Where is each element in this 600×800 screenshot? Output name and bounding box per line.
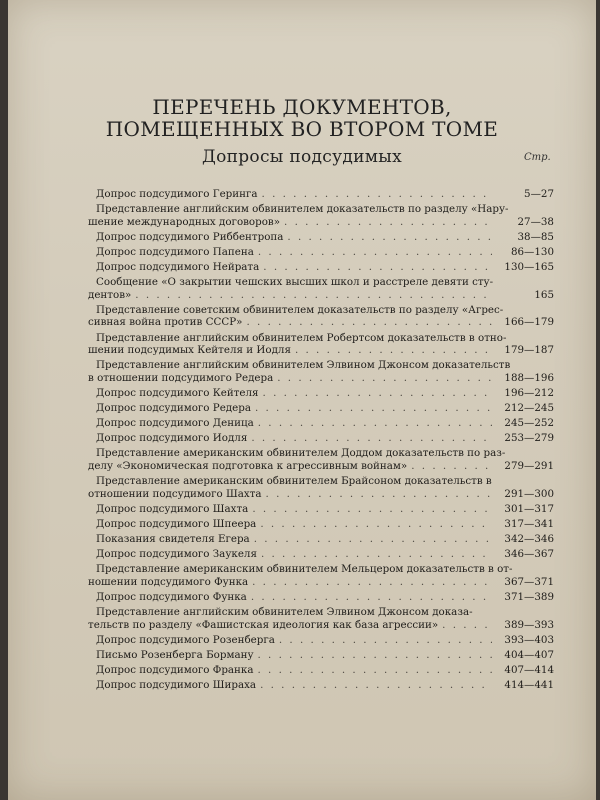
toc-entry (88, 304, 554, 332)
toc-page-range: 404—407 (504, 648, 554, 661)
toc-entry-line: Сообщение «О закрытии чешских высших школ и расстреле девяти сту- (96, 276, 494, 289)
dot-leader (260, 679, 492, 692)
toc-entry-line: Допрос подсудимого Папена (96, 245, 254, 258)
toc-page-range: 27—38 (517, 215, 554, 228)
toc-entry-line: Представление английским обвинителем Элвином Джонсом доказа- (96, 606, 473, 619)
dot-leader (261, 548, 492, 561)
toc-entry (88, 332, 554, 360)
toc-page-range: 165 (534, 288, 554, 301)
page-column-header: Стр. (524, 152, 551, 163)
dot-leader (277, 372, 492, 385)
toc-entry (88, 417, 554, 432)
toc-entry-line: делу «Экономическая подготовка к агрессивным войнам» (88, 459, 408, 472)
toc-entry (88, 246, 554, 261)
dot-leader (246, 316, 492, 329)
toc-entry-line: Допрос подсудимого Риббентропа (96, 230, 284, 243)
dot-leader (254, 533, 492, 546)
dot-leader (258, 664, 493, 677)
toc-entry-line: Допрос подсудимого Розенберга (96, 633, 275, 646)
toc-page-range: 166—179 (504, 316, 554, 329)
toc-entry-line: Допрос подсудимого Кейтеля (96, 386, 259, 399)
dot-leader (262, 188, 492, 201)
toc-page-range: 301—317 (504, 502, 554, 515)
toc-entry-line: Допрос подсудимого Редера (96, 401, 251, 414)
toc-entry-line: Допрос подсудимого Иодля (96, 432, 248, 445)
dot-leader (287, 231, 492, 244)
toc-entry-line: Допрос подсудимого Шпеера (96, 517, 257, 530)
toc-entry (88, 563, 554, 591)
page-title-line-1: ПЕРЕЧЕНЬ ДОКУМЕНТОВ, (152, 95, 452, 119)
toc-entry (88, 359, 554, 387)
dot-leader (442, 619, 492, 632)
dot-leader (258, 417, 492, 430)
toc-page-range: 253—279 (504, 432, 554, 445)
dot-leader (255, 402, 492, 415)
dot-leader (258, 649, 492, 662)
toc-page-range: 245—252 (504, 417, 554, 430)
toc-entry-line: Представление английским обвинителем Робертсом доказательств в отно- (96, 331, 507, 344)
toc-page-range: 38—85 (517, 230, 554, 243)
toc-entry-line: Представление американским обвинителем Брайсоном доказательств в (96, 475, 492, 488)
toc-entry (88, 276, 554, 304)
toc-page-range: 393—403 (504, 633, 554, 646)
toc-entry (88, 402, 554, 417)
toc-page-range: 196—212 (504, 386, 554, 399)
toc-entry-line: дентов» (88, 288, 132, 301)
dot-leader (251, 591, 492, 604)
toc-entry (88, 203, 554, 231)
toc-page-range: 86—130 (510, 245, 554, 258)
dot-leader (258, 246, 492, 259)
toc-entry-line: Допрос подсудимого Деница (96, 417, 254, 430)
toc-entry-line: отношении подсудимого Шахта (88, 487, 262, 500)
dot-leader (279, 634, 492, 647)
toc-page-range: 367—371 (504, 575, 554, 588)
toc-page-range: 342—346 (504, 533, 554, 546)
toc-entry (88, 261, 554, 276)
toc-page-range: 389—393 (504, 618, 554, 631)
toc-entry-line: Представление английским обвинителем доказательств по разделу «Нару- (96, 203, 509, 216)
toc-entry (88, 664, 554, 679)
toc-entry (88, 634, 554, 649)
toc-entry (88, 606, 554, 634)
toc-entry-line: в отношении подсудимого Редера (88, 371, 274, 384)
toc-entry-line: шение международных договоров» (88, 215, 281, 228)
toc-entry (88, 679, 554, 694)
page-title-line-2: ПОМЕЩЕННЫХ ВО ВТОРОМ ТОМЕ (105, 117, 499, 141)
toc-entry (88, 475, 554, 503)
toc-page-range: 5—27 (524, 188, 554, 200)
toc-entry-line: тельств по разделу «Фашистская идеология как база агрессии» (88, 618, 439, 631)
toc-entry (88, 447, 554, 475)
dot-leader (263, 387, 492, 400)
toc-entry-line: Допрос подсудимого Шахта (96, 502, 249, 515)
toc-entry (88, 649, 554, 664)
dot-leader (260, 518, 492, 531)
toc-entry-line: Допрос подсудимого Функа (96, 591, 247, 603)
toc-entry-line: Представление советским обвинителем доказательств по разделу «Агрес- (96, 303, 504, 316)
toc-page-range: 130—165 (504, 261, 554, 274)
toc-entry-line: Допрос подсудимого Заукеля (96, 548, 257, 561)
dot-leader (135, 289, 492, 302)
toc-entry-line: ношении подсудимого Функа (88, 575, 249, 588)
toc-page-range: 179—187 (504, 344, 554, 357)
dot-leader (295, 344, 492, 357)
book-page (8, 0, 596, 800)
toc-entry-line: сивная война против СССР» (88, 316, 243, 329)
toc-entry (88, 518, 554, 533)
toc-entry (88, 188, 554, 203)
toc-entry (88, 231, 554, 246)
dot-leader (411, 460, 492, 473)
section-title: Допросы подсудимых (201, 147, 403, 167)
toc-entry-line: Допрос подсудимого Франка (96, 664, 254, 677)
toc-page-range: 279—291 (504, 459, 554, 472)
toc-entry-line: Письмо Розенберга Борману (96, 648, 254, 661)
toc-entry-line: Представление английским обвинителем Элвином Джонсом доказательств (96, 359, 511, 372)
toc-page-range: 414—441 (504, 679, 554, 692)
table-of-contents (88, 188, 554, 695)
title-block (8, 96, 596, 168)
toc-entry-line: Показания свидетеля Егера (96, 533, 250, 546)
dot-leader (251, 432, 492, 445)
toc-entry-line: Допрос подсудимого Шираха (96, 679, 257, 692)
toc-entry (88, 533, 554, 548)
toc-page-range: 212—245 (504, 401, 554, 414)
toc-page-range: 346—367 (504, 548, 554, 561)
toc-entry-line: Представление американским обвинителем Мельцером доказательств в от- (96, 563, 513, 576)
toc-page-range: 291—300 (504, 487, 554, 500)
toc-entry-line: Представление американским обвинителем Доддом доказательств по раз- (96, 447, 506, 460)
toc-entry-line: Допрос подсудимого Нейрата (96, 261, 260, 274)
toc-page-range: 407—414 (504, 664, 554, 677)
toc-entry (88, 503, 554, 518)
toc-page-range: 188—196 (504, 371, 554, 384)
dot-leader (263, 261, 492, 274)
toc-entry-line: шении подсудимых Кейтеля и Иодля (88, 344, 291, 357)
toc-entry (88, 591, 554, 606)
dot-leader (252, 576, 492, 589)
toc-entry (88, 387, 554, 402)
toc-entry (88, 432, 554, 447)
dot-leader (284, 216, 492, 229)
dot-leader (266, 488, 492, 501)
toc-page-range: 317—341 (504, 517, 554, 530)
dot-leader (252, 503, 492, 516)
toc-entry (88, 548, 554, 563)
toc-entry-line: Допрос подсудимого Геринга (96, 188, 258, 200)
toc-page-range: 371—389 (504, 591, 554, 603)
